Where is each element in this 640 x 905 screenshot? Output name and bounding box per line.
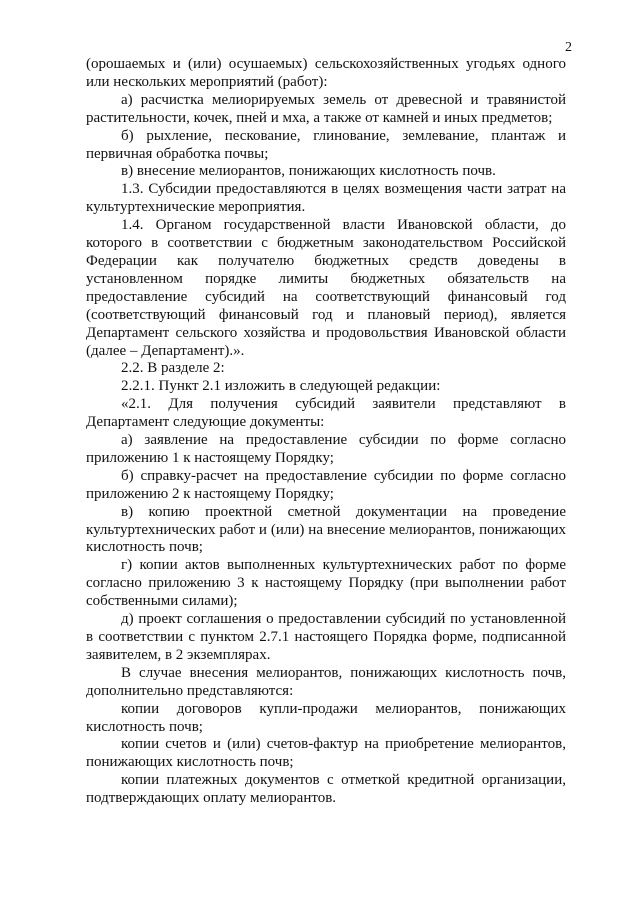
paragraph: копии платежных документов с отметкой кредитной организации, подтверждающих оплату мелиорантов. <box>86 772 566 807</box>
document-body <box>86 56 566 808</box>
paragraph: 2.2. В разделе 2: <box>121 360 225 377</box>
paragraph: а) расчистка мелиорируемых земель от древесной и травянистой растительности, кочек, пней и мха, а также от камней и иных предметов; <box>86 91 566 126</box>
paragraph: В случае внесения мелиорантов, понижающих кислотность почв, дополнительно представляются: <box>86 664 566 699</box>
paragraph: б) справку-расчет на предоставление субсидии по форме согласно приложению 2 к настоящему Порядку; <box>86 467 566 502</box>
page-number: 2 <box>565 40 572 55</box>
paragraph: 2.2.1. Пункт 2.1 изложить в следующей редакции: <box>121 378 441 395</box>
paragraph: б) рыхление, пескование, глинование, землевание, плантаж и первичная обработка почвы; <box>86 127 566 162</box>
paragraph: г) копии актов выполненных культуртехнических работ по форме согласно приложению 3 к настоящему Порядку (при выполнении работ собственными силами); <box>86 557 566 610</box>
paragraph: а) заявление на предоставление субсидии по форме согласно приложению 1 к настоящему Порядку; <box>86 432 566 466</box>
paragraph: в) внесение мелиорантов, понижающих кислотность почв. <box>121 163 496 180</box>
paragraph: 1.4. Органом государственной власти Ивановской области, до которого в соответствии с бюджетным законодательством Российской Федерации как получателю бюджетных средств доведены в установленном порядке лимиты бюджетных обязательств на предоставление субсидий на соответствующий финансовый год (соответствующий финансовый год и плановый период), является Департамент сельского хозяйства и продовольствия Ивановской области (далее – Департамент).». <box>86 217 566 359</box>
paragraph: д) проект соглашения о предоставлении субсидий по установленной в соответствии с пунктом 2.7.1 настоящего Порядка форме, подписанной заявителем, в 2 экземплярах. <box>86 611 566 663</box>
paragraph: 1.3. Субсидии предоставляются в целях возмещения части затрат на культуртехнические мероприятия. <box>86 181 566 216</box>
paragraph: в) копию проектной сметной документации на проведение культуртехнических работ и (или) на внесение мелиорантов, понижающих кислотность почв; <box>86 503 566 556</box>
paragraph: копии договоров купли-продажи мелиорантов, понижающих кислотность почв; <box>86 700 566 735</box>
paragraph: копии счетов и (или) счетов-фактур на приобретение мелиорантов, понижающих кислотность почв; <box>86 736 566 771</box>
paragraph: (орошаемых и (или) осушаемых) сельскохозяйственных угодьях одного или нескольких мероприятий (работ): <box>86 56 566 90</box>
paragraph: «2.1. Для получения субсидий заявители представляют в Департамент следующие документы: <box>86 396 566 431</box>
